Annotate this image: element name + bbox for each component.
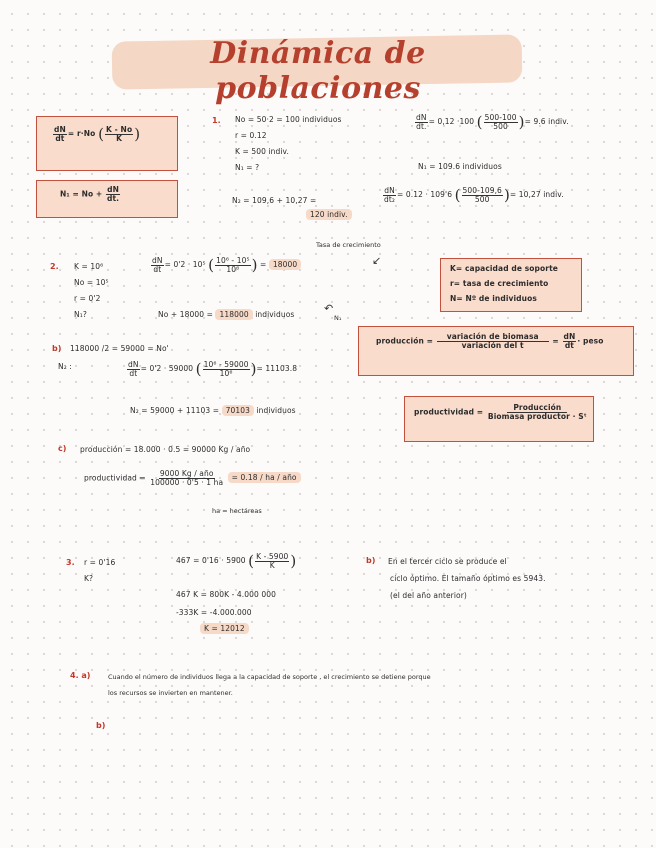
p1-n1: N₁ = ? [235, 163, 260, 172]
p3-eq-left: 467 = 0'16 · 5900 [176, 556, 246, 565]
p2-calc-fden: 10⁶ [226, 264, 240, 274]
formula-next [60, 186, 121, 203]
produccion-den: variación del t [461, 340, 524, 350]
p3-l4 [200, 624, 249, 633]
p2-c-res: = 0.18 / ha / año [228, 472, 301, 483]
formula-growth-fnum: K - No [106, 124, 133, 134]
p4-a-l2: los recursos se invierten en mantener. [108, 689, 233, 697]
p1-k: K = 500 indiv. [235, 147, 289, 156]
p2-no: No = 10⁵ [74, 278, 109, 287]
p2-c-label: c) [58, 444, 67, 453]
p1-n2-result-value: 120 indiv. [306, 209, 352, 220]
p3-b-l2: ciclo óptimo. El tamaño óptimo es 5943. [390, 574, 546, 583]
def-r: r= tasa de crecimiento [450, 279, 549, 288]
p1-calc2-fnum: 500-109,6 [462, 185, 502, 195]
p2-b-line: 118000 /2 = 59000 = No' [70, 344, 169, 353]
p1-calc2-den: dt₂ [384, 194, 396, 204]
p1-n2-result [306, 210, 352, 219]
p2-calc-fnum: 10⁶ - 10⁵ [216, 255, 250, 265]
p2-n1: N₁? [74, 310, 87, 319]
p2-calc-mid: = 0'2 · 10⁵ [164, 260, 206, 269]
p1-calc1-den: dt. [416, 121, 427, 131]
p3-b-label: b) [366, 556, 376, 565]
p3-eq: 467 = 0'16 · 5900 ( $\frac{K - 5900}{K}$ ) [176, 551, 297, 570]
p2-n-line-text: No + 18000 = [158, 310, 213, 319]
p1-n1-result: N₁ = 109.6 individuos [418, 162, 502, 171]
p3-r: r = 0'16 [84, 558, 116, 567]
formula-growth-fden: K [116, 133, 123, 143]
p2-n-mark: N₁ [334, 314, 342, 322]
p3-b-l3: (el del año anterior) [390, 591, 467, 600]
p2-c-den: 100000 · 0'5 · 1 ha [150, 477, 224, 487]
p1-calc1: $\frac{dN}{dt.}$ = 0,12 ·100 ( $\frac{500-100}{500}$ )= 9.6 indiv. [416, 112, 569, 131]
p2-r: r = 0'2 [74, 294, 101, 303]
p2-b-sum-text: N₂ = 59000 + 11103 = [130, 406, 220, 415]
p2-b-num: dN [128, 359, 139, 369]
def-n: N= Nº de individuos [450, 294, 537, 303]
p1-calc2-res: = 10,27 indiv. [509, 190, 564, 199]
p3-b-l1: En el tercer ciclo se produce el [388, 557, 507, 566]
p1-calc1-num: dN [416, 112, 427, 122]
p3-k: K? [84, 574, 94, 583]
p2-b-res: = 11103.8 [256, 364, 298, 373]
p1-calc1-fden: 500 [493, 121, 508, 131]
p2-b-n2: N₂ : [58, 362, 72, 371]
def-k: K= capacidad de soporte [450, 264, 558, 273]
p4-a-l1: Cuando el número de individuos llega a la capacidad de soporte , el crecimiento se detiene porque [108, 673, 431, 681]
p2-b-label: b) [52, 344, 62, 353]
tasa-arrow-icon: ↙ [372, 254, 382, 267]
p1-calc1-fnum: 500-100 [484, 112, 517, 122]
p1-n2: N₂ = 109,6 + 10,27 = [232, 196, 317, 205]
p2-b-sum [130, 406, 296, 415]
produccion-formula [376, 333, 604, 350]
p3-number: 3. [66, 558, 75, 567]
p2-b-den: dt [129, 368, 138, 378]
p2-n-line [158, 310, 294, 319]
produccion-label: producción = [376, 336, 433, 346]
productividad-formula [414, 404, 589, 421]
p2-b-sum-res: 70103 [222, 405, 254, 416]
p2-b-fnum: 10⁶ - 59000 [203, 359, 249, 369]
page-title: Dinámica de poblaciones [210, 36, 426, 106]
p2-c-line: producción = 18.000 · 0.5 = 90000 Kg / año [80, 445, 251, 454]
produccion-tail: · peso [577, 336, 604, 346]
p2-n-tail: individuos [255, 310, 295, 319]
productividad-label: productividad = [414, 407, 484, 417]
p4-b-label: b) [96, 721, 106, 730]
produccion-dnum: dN [563, 332, 576, 341]
p1-calc1-res: = 9.6 indiv. [524, 117, 569, 126]
p2-n-res: 118000 [215, 309, 252, 320]
p4-number: 4. a) [70, 671, 91, 680]
formula-growth-mid: = r·No [67, 129, 96, 138]
p2-calc-num: dN [152, 255, 163, 265]
formula-growth: $\frac{dN}{dt}$ = r·No ( $\frac{K - No}{K}$ ) [54, 124, 141, 143]
p3-eq-fnum: K - 5900 [256, 551, 289, 561]
p2-k: K = 10⁶ [74, 262, 104, 271]
formula-next-den: dt. [107, 193, 120, 203]
p1-calc2: $\frac{dN}{\text{dt₂}}$ = 0.12 · 109'6 ( $\frac{500-109,6}{500}$ )= 10,27 indiv. [384, 185, 564, 204]
productividad-den: Biomasa productor · Sᵗ [487, 411, 587, 421]
p2-c-note: ha = hectáreas [212, 507, 262, 515]
formula-next-num: dN [107, 185, 119, 194]
p2-b-mid: = 0'2 · 59000 [140, 364, 194, 373]
p2-calc: $\frac{dN}{dt}$ = 0'2 · 10⁵ ( $\frac{\text{10⁶ - 10⁵}}{\text{10⁶}}$ ) = 18000 [150, 256, 301, 274]
produccion-dden: dt [564, 340, 574, 350]
p1-calc2-num: dN [384, 185, 395, 195]
produccion-num: variación de biomasa [437, 333, 549, 342]
p2-calc-res: 18000 [269, 259, 301, 270]
p2-number: 2. [50, 262, 59, 271]
p2-c-prod [84, 470, 301, 487]
formula-next-left: N₁ = No + [60, 189, 103, 199]
produccion-eq: = [552, 336, 559, 346]
p2-b-fden: 10⁶ [219, 368, 233, 378]
p3-l3: -333K = -4.000.000 [176, 608, 252, 617]
productividad-num: Producción [507, 404, 567, 413]
p1-calc2-mid: = 0.12 · 109'6 [397, 190, 453, 199]
p3-l2: 467 K = 800K - 4.000 000 [176, 590, 276, 599]
p2-calc-den: dt [153, 264, 162, 274]
p3-eq-fden: K [269, 560, 275, 570]
p1-r: r = 0.12 [235, 131, 267, 140]
p1-calc2-fden: 500 [474, 194, 490, 204]
formula-growth-den: dt [55, 133, 65, 143]
n1-arrow-icon: ↶ [324, 302, 334, 315]
p1-calc1-mid: = 0,12 ·100 [428, 117, 475, 126]
p1-number: 1. [212, 116, 221, 125]
p1-tasa-note: Tasa de crecimiento [316, 241, 381, 249]
p2-c-prod-label: productividad = [84, 473, 146, 483]
p1-no: No = 50·2 = 100 individuos [235, 115, 342, 124]
p3-l4-value: K = 12012 [200, 623, 249, 634]
p2-c-num: 9000 Kg / año [159, 469, 214, 478]
p2-b-sum-tail: individuos [256, 406, 296, 415]
p2-b-calc: $\frac{dN}{dt}$ = 0'2 · 59000 ( $\frac{\text{10⁶ - 59000}}{\text{10⁶}}$ )= 11103.8 [128, 359, 298, 378]
formula-growth-num: dN [54, 124, 66, 134]
